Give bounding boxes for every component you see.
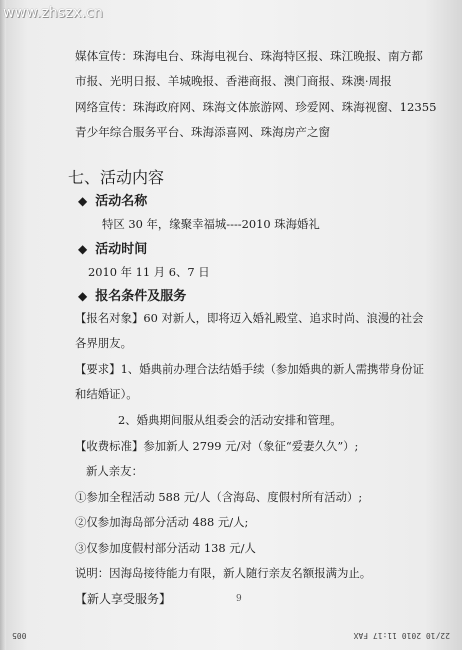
media-publicity-line-2: 市报、光明日报、羊城晚报、香港商报、澳门商报、珠澳·周报 bbox=[75, 74, 392, 88]
diamond-bullet-icon: ◆ bbox=[78, 194, 88, 208]
activity-time-heading-text: 活动时间 bbox=[95, 242, 148, 257]
option-2: ②仅参加海岛部分活动 488 元/人; bbox=[75, 515, 249, 529]
activity-time-text: 2010 年 11 月 6、7 日 bbox=[88, 265, 210, 279]
target-line-2: 各界朋友。 bbox=[75, 336, 132, 350]
online-publicity-line-1: 网络宣传：珠海政府网、珠海文体旅游网、珍爱网、珠海视窗、12355 bbox=[75, 100, 437, 114]
activity-name-heading bbox=[78, 190, 147, 209]
requirement-line-3: 2、婚典期间服从组委会的活动安排和管理。 bbox=[118, 413, 342, 427]
option-3: ③仅参加度假村部分活动 138 元/人 bbox=[75, 541, 256, 555]
fax-header-date: 22/10 2010 11:17 FAX bbox=[353, 631, 450, 640]
activity-name-text: 特区 30 年，缘聚幸福城----2010 珠海婚礼 bbox=[102, 217, 320, 231]
activity-time-heading bbox=[78, 238, 147, 257]
enjoy-services-heading: 【新人享受服务】 bbox=[75, 592, 172, 606]
section-title: 七、活动内容 bbox=[68, 168, 165, 187]
target-line-1: 【报名对象】60 对新人，即将迈入婚礼殿堂、追求时尚、浪漫的社会 bbox=[75, 311, 424, 325]
signup-heading bbox=[78, 285, 186, 304]
page-number: 9 bbox=[236, 594, 242, 604]
media-publicity-line-1: 媒体宣传：珠海电台、珠海电视台、珠海特区报、珠江晚报、南方都 bbox=[75, 49, 423, 63]
requirement-line-2: 和结婚证）。 bbox=[75, 387, 138, 401]
watermark: www.zhszx.cn bbox=[3, 5, 104, 21]
online-publicity-line-2: 青少年综合服务平台、珠海添喜网、珠海房产之窗 bbox=[75, 125, 331, 139]
option-1: ①参加全程活动 588 元/人（含海岛、度假村所有活动）; bbox=[75, 490, 363, 504]
diamond-bullet-icon: ◆ bbox=[78, 242, 88, 256]
fax-header-page: 005 bbox=[12, 631, 27, 640]
diamond-bullet-icon: ◆ bbox=[78, 289, 88, 303]
scan-edge-shadow bbox=[0, 0, 6, 650]
note-line: 说明：因海岛接待能力有限，新人随行亲友名额报满为止。 bbox=[75, 566, 372, 580]
requirement-line-1: 【要求】1、婚典前办理合法结婚手续（参加婚典的新人需携带身份证 bbox=[75, 362, 424, 376]
fee-line: 【收费标准】参加新人 2799 元/对（象征“爱妻久久”）; bbox=[75, 439, 359, 453]
fax-header-upside-down bbox=[0, 626, 462, 644]
signup-heading-text: 报名条件及服务 bbox=[95, 289, 187, 304]
activity-name-heading-text: 活动名称 bbox=[95, 194, 148, 209]
relatives-label: 新人亲友： bbox=[86, 464, 143, 478]
